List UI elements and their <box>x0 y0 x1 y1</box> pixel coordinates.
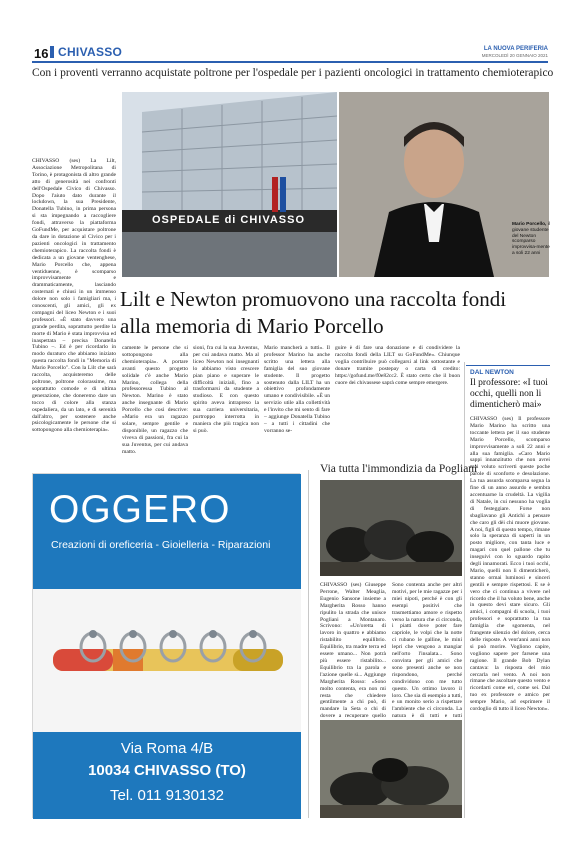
garbage-bags-graphic <box>320 480 462 576</box>
sidebar-rule <box>466 365 550 366</box>
garbage-photo-1 <box>320 480 462 576</box>
article-column-3: sioni, fra cui la sua Juventus, per cui andava matto. Ma al liceo Newton noi insegnanti lo abbiamo visto crescere pian piano e superare le difficoltà iniziali, fino a trasformarsi da studente a studioso. E con questo spirito aveva intrapreso la sua carriera universitaria, purtroppo interrotta in maniera che più tragica non si può. <box>193 345 259 434</box>
garbage-photo-2 <box>320 720 462 818</box>
ad-phone: Tel. 011 9130132 <box>110 787 224 804</box>
section-title: CHIVASSO <box>58 45 123 59</box>
article-kicker: Con i proventi verranno acquistate poltrone per l'ospedale per i pazienti oncologici in trattamento chemioterapico <box>32 67 554 79</box>
garbage-pile-graphic <box>320 720 462 818</box>
ad-footer <box>33 732 301 819</box>
page-number: 16 <box>34 46 49 61</box>
article2-column-1: CHIVASSO (ses) Giuseppe Perrone, Walter Meaglia, Eugenio Sansone insieme a Margherita Rosso hanno ripulito la strada che unisce Pogliani a Montanaro. Scrivono: «Un'oretta di lavoro in quattro e abbiamo ristabilito equilibrio. Equilibrio, tra madre terra ed essere umano... Non potrà più essere ristabilito... Equilibrio tra la parola e l'azione quelle sì... Aggiunge Margherita Rosso: «Sono molto contenta, era non mi resta che chiedere gentilmente a chi può, di mandare la Seta o chi di dovere a recuperare quello <box>320 582 386 720</box>
sidebar-kicker: DAL NEWTON <box>470 369 514 376</box>
article-column-1: CHIVASSO (ses) La Lilt, Associazione Metropolitana di Torino, è protagonista di altro grande atto di generosità nei confronti dell'Ospedale Civico di Chivasso. Dopo l'aiuto dato durante il lockdown, la sua Presidente, Donatella Tubino, in prima persona si sta impegnando a raccogliere fondi, attraverso la piattaforma GoFundMe, per acquistare poltrone da dare in dotazione al Civico per i pazienti oncologici in trattamento chemioterapico. La raccolta fondi è dedicata a un giovane ventenghese, Mario Porcello che, appena ventiduenne, è scomparso improvvisamente e drammaticamente, lasciando costernati e chiusi in un immenso dolore non solo i famigliari ma, i conoscenti, gli amici, gli ex compagni del liceo Newton e i suoi professori. «È stato davvero una grande perdita, soprattutto perdite la morte di Mario è stata improvvisa ed inaspettata – precisa Donatella Tubino –. Ed è per ricordarlo in modo duraturo che abbiamo iniziato questa raccolta fondi in "Memoria di Mario Porcello". Con la Lilt che sarà raccolta, acquisteremo delle poltrone, poltrone colorassime, ma soprattutto comode e di ultima generazione, che doneremo dare un tocco di colore alla stanza ospedaliera, da un lato, e di serenità dall'altro, per sostenere anche psicologicamente le persone che si sottopongono alla chemioterapia». <box>32 158 116 434</box>
article-column-5: guire è di fare una donazione e di condividere la raccolta fondi della LILT su GoFundMe». Chiunque voglia contribuire può collegarsi al link sottostante e donare tramite postepay o carta di credito: https://gofund.me/f0e82cc2. È stato certo che il buon cuore dei chivassese saprà come sempre emergere. <box>335 345 460 386</box>
ad-address-line2: 10034 CHIVASSO (TO) <box>88 762 246 779</box>
sidebar-title: Il professore: «I tuoi occhi, quelli non li dimenticherò mai» <box>470 378 548 410</box>
ad-brand: OGGERO <box>49 488 231 531</box>
portrait-caption-name: Mario Porcello, <box>512 222 547 227</box>
ad-tagline: Creazioni di oreficeria - Gioielleria - Riparazioni <box>51 539 271 551</box>
article-headline: Lilt e Newton promuovono una raccolta fondi alla memoria di Mario Porcello <box>120 287 507 338</box>
publication-name: LA NUOVA PERIFERIA <box>483 46 548 52</box>
jewelry-photo-graphic <box>33 589 301 732</box>
advertisement <box>32 473 300 818</box>
sidebar-text: CHIVASSO (ses) Il professore Mario Marino ha scritto una toccante lettera per il suo studente Mario Porcello, scomparso improvvisamente a soli 22 anni e alla sua famiglia. «Caro Mario sappi innanzitutto che non avrei mai voluto scriverti queste poche parole di sconforto e desolazione. La tua assurda scomparsa segna la fine di un anno assurdo e sembra accentuarne la crudeltà. La vigilia di Natale, in cui nessuno ha voglia di festeggiare. Forse non sbagliavano gli Antichi a pensare che caro gli dèi chi muore giovane. A noi, figli di questo tempo, rimane solo la speranza di saperti in un posto migliore, con tanta luce e magari con quel pallone che tu inseguivi con lo sguardo rapito degli innamorati. Ecco i tuoi occhi, Mario, quelli non li dimenticherò, stanno ormai luminosi e sinceri gentili e sempre rispettosi. E se è vero che ci continua a vivere nel ricordo che il ha voluto bene, anche in questo devi stare sicuro. Gli amici, i compagni di scuola, i tuoi professori e soprattutto la tua famiglia che sgomenta, nel frangente silenzio del dolore, cerca delle risposte. A vent'anni anni non si può morire. Vogliono capire, vogliono sapere per farsene una ragione. Il grande Bob Dylan cantava: la risposta del mio cercarla nel vento. A noi non rimane che ascoltare questo vento e ricordarti come eri, come sei. Dal tuo ex professore e amico per sempre Mario, ad esprimere il cordoglio di tutto il liceo Newton». <box>470 416 550 713</box>
section-marker <box>50 46 54 58</box>
portrait-caption <box>512 222 552 257</box>
article2-column-2: Sono contenta anche per altri motivi, per le mie ragazze per i miei nipoti, perché è con gli esempi positivi che trasmettiamo amore e rispetto verso la natura che ci circonda, i piatti dove poter fare capriole, le volpi che la notte ci rubano le galline, le mini lepri che vengono a mangiar nell'orto l'insalata... Sono convinta per gli amici che sono presenti anche se non rispondono, perché condividono con me tutto questo. Un ottimo lavoro il loro. Che sia di esempio a tutti, e un monito serio a rispettare l'ambiente che ci circonda. La natura è di tutti e tutti <box>392 582 462 720</box>
hospital-building-graphic <box>122 92 337 277</box>
hospital-photo <box>122 92 337 277</box>
ad-header <box>33 474 301 589</box>
header-rule <box>32 61 548 63</box>
publication-date: MERCOLEDÌ 20 GENNAIO 2021 <box>481 53 548 58</box>
article2-title: Via tutta l'immondizia da Pogliani <box>320 463 478 475</box>
portrait-caption-text: il giovane studente del Newton scomparso improvvisa-mente a soli 22 anni <box>512 222 550 256</box>
article-column-2: camente le persone che si sottopongono alla chemioterapia». A portare avanti questo progetto solidale c'è anche Mario Marino, collega della professoressa Tubino al Newton. Marino è stato anche insegnante di Mario Porcello che così descrive: «Mario era un ragazzo solare, sempre gentile e disponibile, un ragazzo che viveva di passioni, fra cui la sua Juventus, per cui andava matto. <box>122 345 188 455</box>
hospital-sign: OSPEDALE di CHIVASSO <box>152 214 306 226</box>
article-column-4: Mario mancherà a tutti». Il professor Marino ha anche scritto una lettera alla famiglia del suo giovane studente. Il progetto sostenuto dalla LILT ha un obiettivo profondamente umano e condivisibile. «È un servizio utile alla collettività e l'invito che mi sento di fare – aggiunge Donatella Tubino – a tutti i cittadini che vorranno se- <box>264 345 330 434</box>
sidebar-divider <box>464 362 465 818</box>
article2-divider <box>308 470 309 818</box>
ad-address-line1: Via Roma 4/B <box>120 740 214 757</box>
